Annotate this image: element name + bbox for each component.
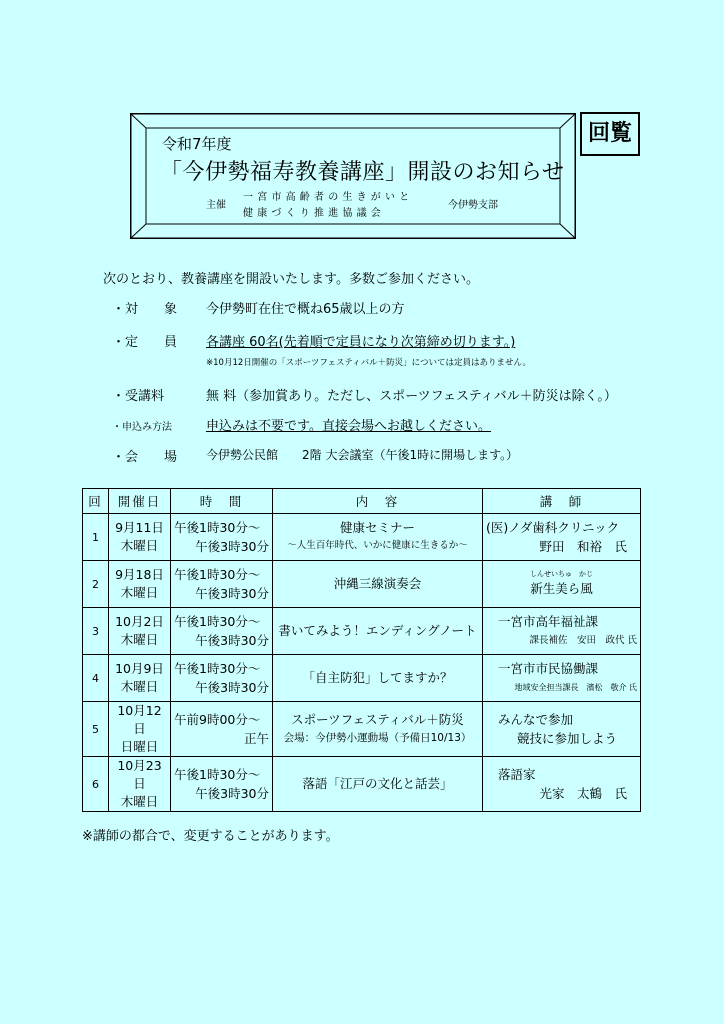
weekday: 木曜日: [120, 679, 159, 694]
content-title: 書いてみよう！エンディングノート: [278, 623, 477, 638]
schedule-table: [82, 488, 641, 812]
row-date: [109, 757, 171, 812]
lecturer-org: 一宮市市民協働課: [498, 661, 599, 676]
row-num: 6: [83, 757, 109, 812]
lecturer-org: (医)ノダ歯科クリニック: [486, 520, 620, 535]
content-title: 沖縄三線演奏会: [333, 576, 422, 591]
target-value: 今伊勢町在住で概ね65歳以上の方: [206, 302, 405, 317]
table-row: [83, 514, 641, 561]
table-header-row: [83, 489, 641, 514]
content-title: 落語「江戸の文化と話芸」: [302, 776, 453, 791]
start-time: 午後1時30分～: [174, 767, 261, 782]
capacity-note: ※10月12日開催の「スポーツフェスティバル＋防災」については定員はありません。: [206, 358, 531, 368]
page-title: 「今伊勢福寿教養講座」開設のお知らせ: [160, 160, 565, 185]
table-row: [83, 702, 641, 757]
start-time: 午後1時30分～: [174, 520, 261, 535]
lecturer-org: 落語家: [498, 767, 536, 782]
content-title: 健康セミナー: [339, 520, 415, 535]
date: 10月12日: [117, 703, 162, 736]
content-title: スポーツフェスティバル＋防災: [291, 712, 464, 727]
row-time: [171, 702, 273, 757]
header-date: 開催日: [109, 489, 171, 514]
lecturer-name: 新生美ら風: [530, 581, 593, 596]
weekday: 日曜日: [120, 739, 159, 754]
content-subtitle: ～人生百年時代、いかに健康に生きるか～: [287, 540, 468, 551]
start-time: 午後1時30分～: [174, 614, 261, 629]
row-content: [273, 702, 483, 757]
lecturer-org: 一宮市高年福祉課: [498, 614, 599, 629]
row-date: [109, 655, 171, 702]
row-lecturer: [483, 514, 641, 561]
venue-label: ・会 場: [112, 450, 178, 465]
content-title: 「自主防犯」してますか？: [302, 670, 453, 685]
row-time: [171, 757, 273, 812]
weekday: 木曜日: [120, 632, 159, 647]
start-time: 午後1時30分～: [174, 567, 261, 582]
date: 10月23日: [117, 758, 162, 791]
start-time: 午後1時30分～: [174, 661, 261, 676]
weekday: 木曜日: [120, 794, 159, 809]
organizer-line-2: 健康づくり推進協議会: [243, 208, 385, 219]
fiscal-year: 令和7年度: [162, 135, 232, 153]
row-content: [273, 608, 483, 655]
lecturer-name: 光家 太鶴 氏: [539, 786, 627, 801]
weekday: 木曜日: [120, 585, 159, 600]
end-time: 午後3時30分: [195, 586, 269, 601]
table-row: [83, 655, 641, 702]
header-content: 内 容: [273, 489, 483, 514]
row-lecturer: [483, 702, 641, 757]
row-time: [171, 561, 273, 608]
end-time: 正午: [243, 731, 269, 746]
row-num: 3: [83, 608, 109, 655]
row-lecturer: [483, 757, 641, 812]
lecturer-ruby: しんせいちゅ かじ: [530, 570, 593, 578]
lecturer-name: 課長補佐 安田 政代 氏: [529, 635, 637, 646]
header-lecturer: 講 師: [483, 489, 641, 514]
end-time: 午後3時30分: [195, 633, 269, 648]
row-num: 5: [83, 702, 109, 757]
row-content: [273, 561, 483, 608]
row-lecturer: [483, 655, 641, 702]
row-time: [171, 655, 273, 702]
fee-label: ・受講料: [112, 389, 165, 404]
row-num: 1: [83, 514, 109, 561]
start-time: 午前9時00分～: [174, 712, 261, 727]
row-content: [273, 655, 483, 702]
date: 10月2日: [115, 614, 164, 629]
capacity-value: 各講座 60名(先着順で定員になり次第締め切ります。): [206, 335, 516, 350]
apply-label: ・申込み方法: [112, 422, 172, 433]
date: 10月9日: [115, 661, 164, 676]
row-num: 2: [83, 561, 109, 608]
apply-value: 申込みは不要です。直接会場へお越しください。: [206, 419, 491, 434]
date: 9月11日: [115, 520, 164, 535]
target-label: ・対 象: [112, 302, 178, 317]
sponsor-label: 主催: [206, 200, 226, 211]
weekday: 木曜日: [120, 538, 159, 553]
row-date: [109, 561, 171, 608]
circulation-stamp: 回覧: [580, 112, 640, 156]
row-lecturer: [483, 561, 641, 608]
venue-value: 今伊勢公民館 2階 大会議室（午後1時に開場します。）: [206, 448, 519, 462]
lecturer-name: 地域安全担当課長 濱松 敬介 氏: [514, 683, 637, 692]
row-content: [273, 514, 483, 561]
fee-value: 無 料（参加賞あり。ただし、スポーツフェスティバル＋防災は除く。）: [206, 389, 617, 404]
row-time: [171, 608, 273, 655]
row-num: 4: [83, 655, 109, 702]
organizer-line-1: 一宮市高齢者の生きがいと: [243, 192, 414, 203]
row-date: [109, 514, 171, 561]
end-time: 午後3時30分: [195, 786, 269, 801]
end-time: 午後3時30分: [195, 539, 269, 554]
organizer-branch: 今伊勢支部: [448, 200, 498, 211]
table-row: [83, 561, 641, 608]
row-date: [109, 608, 171, 655]
header-time: 時 間: [171, 489, 273, 514]
intro-text: 次のとおり、教養講座を開設いたします。多数ご参加ください。: [103, 272, 479, 287]
lecturer-name: 競技に参加しよう: [516, 731, 617, 746]
capacity-label: ・定 員: [112, 335, 178, 350]
row-date: [109, 702, 171, 757]
date: 9月18日: [115, 567, 164, 582]
footer-note: ※講師の都合で、変更することがあります。: [82, 829, 339, 844]
header-num: 回: [83, 489, 109, 514]
end-time: 午後3時30分: [195, 680, 269, 695]
row-lecturer: [483, 608, 641, 655]
row-content: [273, 757, 483, 812]
lecturer-org: みんなで参加: [498, 712, 574, 727]
content-subtitle: 会場：今伊勢小運動場（予備日10/13）: [283, 732, 472, 744]
lecturer-name: 野田 和裕 氏: [539, 539, 627, 554]
row-time: [171, 514, 273, 561]
table-row: [83, 757, 641, 812]
table-row: [83, 608, 641, 655]
